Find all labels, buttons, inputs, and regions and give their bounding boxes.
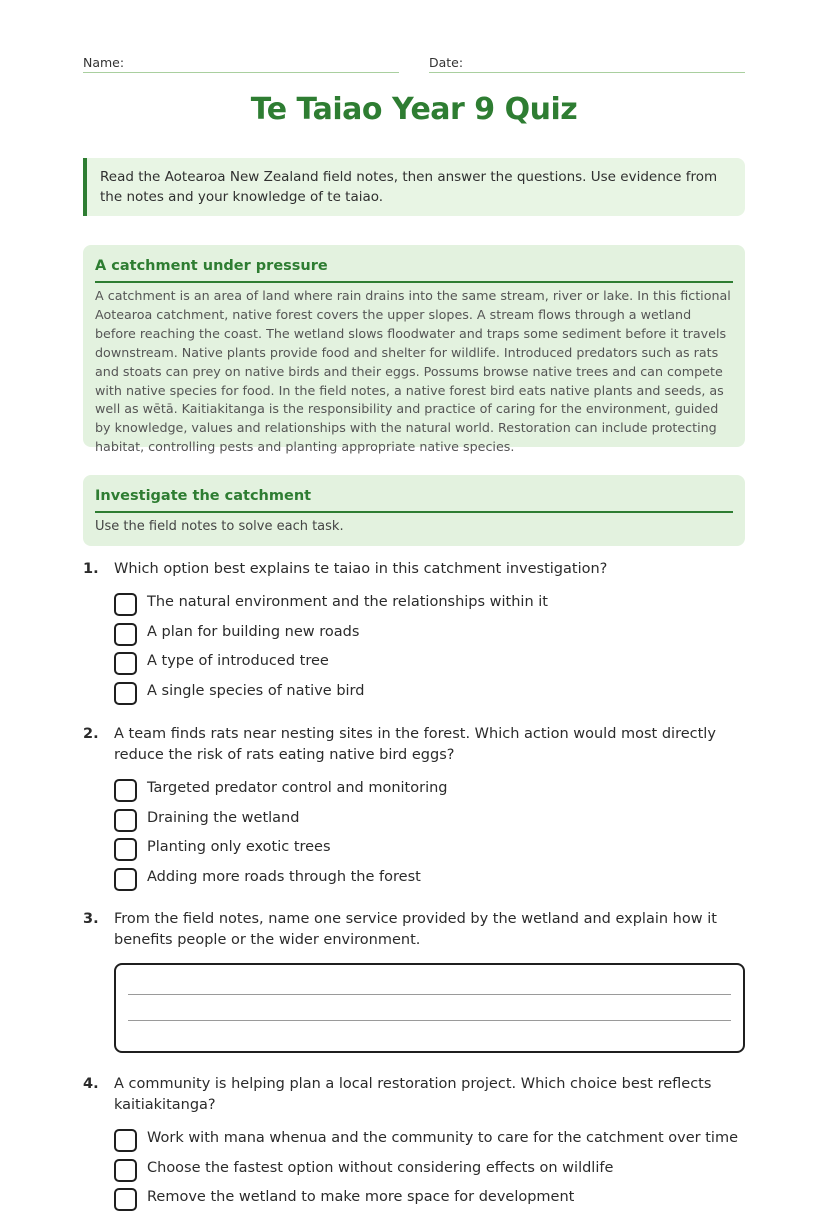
question-number: 2. <box>83 726 99 742</box>
question-text: From the field notes, name one service provided by the wetland and explain how it benefits people or the wider environment. <box>114 911 717 948</box>
question-3 <box>83 909 745 1053</box>
question-number: 4. <box>83 1076 99 1092</box>
checkbox[interactable] <box>114 652 137 675</box>
page-title: Te Taiao Year 9 Quiz <box>250 92 578 127</box>
written-answer-box[interactable] <box>114 963 745 1053</box>
option-label: A plan for building new roads <box>147 623 360 640</box>
option-label: Remove the wetland to make more space for development <box>147 1189 575 1206</box>
checkbox[interactable] <box>114 682 137 705</box>
investigate-panel <box>83 475 745 546</box>
checkbox[interactable] <box>114 779 137 802</box>
options-list <box>83 590 745 709</box>
option-label: The natural environment and the relationships within it <box>147 594 548 610</box>
options-list <box>83 776 745 895</box>
question-4 <box>83 1074 745 1215</box>
question-text: A community is helping plan a local restoration project. Which choice best reflects kaitiakitanga? <box>114 1076 712 1113</box>
instructions-callout: Read the Aotearoa New Zealand field notes, then answer the questions. Use evidence from the notes and your knowledge of te taiao. <box>83 158 745 216</box>
checkbox[interactable] <box>114 1159 137 1182</box>
answer-option[interactable] <box>114 1126 745 1156</box>
answer-option[interactable] <box>114 865 745 895</box>
investigate-instructions: Use the field notes to solve each task. <box>95 519 344 534</box>
option-label: Work with mana whenua and the community to care for the catchment over time <box>147 1130 738 1146</box>
name-date-row <box>83 52 745 73</box>
checkbox[interactable] <box>114 838 137 861</box>
answer-option[interactable] <box>114 806 745 836</box>
checkbox[interactable] <box>114 809 137 832</box>
field-notes-panel <box>83 245 745 455</box>
field-notes-heading: A catchment under pressure <box>95 256 733 283</box>
answer-option[interactable] <box>114 776 745 806</box>
answer-line <box>128 1020 731 1021</box>
checkbox[interactable] <box>114 623 137 646</box>
checkbox[interactable] <box>114 1129 137 1152</box>
name-field[interactable] <box>83 52 399 73</box>
investigate-heading: Investigate the catchment <box>95 486 733 513</box>
name-label: Name: <box>83 55 125 70</box>
checkbox[interactable] <box>114 593 137 616</box>
answer-option[interactable] <box>114 590 745 620</box>
answer-option[interactable] <box>114 620 745 650</box>
question-text: A team finds rats near nesting sites in the forest. Which action would most directly reduce the risk of rats eating native bird eggs? <box>114 726 716 763</box>
answer-option[interactable] <box>114 649 745 679</box>
option-label: Choose the fastest option without considering effects on wildlife <box>147 1159 614 1176</box>
answer-option[interactable] <box>114 1185 745 1215</box>
answer-option[interactable] <box>114 679 745 709</box>
option-label: Targeted predator control and monitoring <box>147 780 448 796</box>
question-2 <box>83 724 745 895</box>
option-label: A single species of native bird <box>147 683 365 700</box>
checkbox[interactable] <box>114 868 137 891</box>
date-label: Date: <box>429 55 464 70</box>
question-number: 3. <box>83 911 99 927</box>
checkbox[interactable] <box>114 1188 137 1211</box>
question-number: 1. <box>83 561 99 577</box>
option-label: A type of introduced tree <box>147 653 329 670</box>
answer-line <box>128 994 731 995</box>
question-1 <box>83 559 745 709</box>
field-notes-text: A catchment is an area of land where rain drains into the same stream, river or lake. In this fictional Aotearoa catchment, native forest covers the upper slopes. A stream flows through a wetland before reaching the coast. The wetland slows floodwater and traps some sediment before it travels downstream. Native plants provide food and shelter for wildlife. Introduced predators such as rats and stoats can prey on native birds and their eggs. Possums browse native trees and can compete with native species for food. In the field notes, a native forest bird eats native plants and seeds, as well as wētā. Kaitiakitanga is the responsibility and practice of caring for the environment, guided by knowledge, values and relationships with the natural world. Restoration can include protecting habitat, controlling pests and planting appropriate native species. <box>95 288 731 455</box>
answer-option[interactable] <box>114 1156 745 1186</box>
options-list <box>83 1126 745 1215</box>
question-text: Which option best explains te taiao in this catchment investigation? <box>114 561 608 577</box>
date-field[interactable] <box>429 52 745 73</box>
option-label: Adding more roads through the forest <box>147 869 421 886</box>
option-label: Planting only exotic trees <box>147 839 331 856</box>
option-label: Draining the wetland <box>147 809 300 826</box>
answer-option[interactable] <box>114 835 745 865</box>
